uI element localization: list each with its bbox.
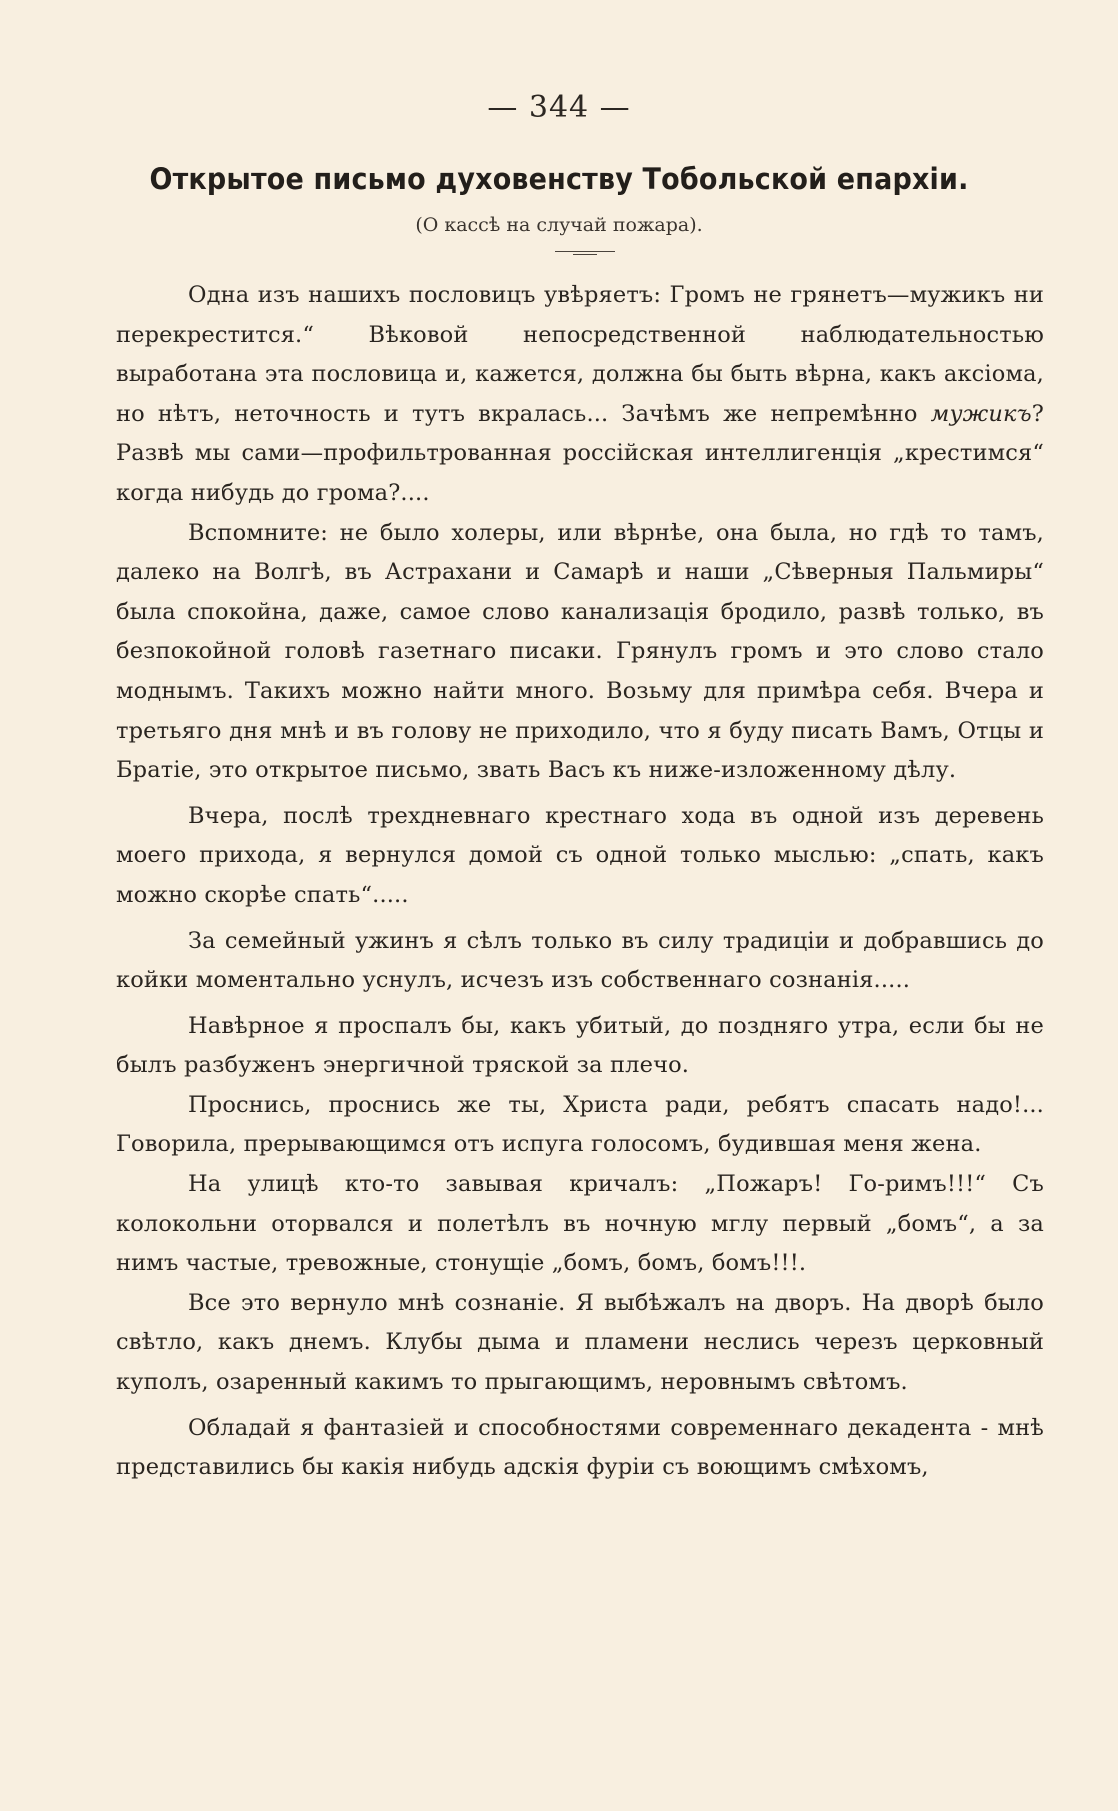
paragraph-2: Вспомните: не было холеры, или вѣрнѣе, она была, но гдѣ то тамъ, далеко на Волгѣ, въ Астрахани и Самарѣ и наши „Сѣверныя Пальмиры“ была спокойна, даже, самое слово канализація бродило, развѣ только, въ безпокойной головѣ газетнаго писаки. Грянулъ громъ и это слово стало моднымъ. Такихъ можно найти много. Возьму для примѣра себя. Вчера и третьяго дня мнѣ и въ голову не приходило, что я буду писать Вамъ, Отцы и Братіе, это открытое письмо, звать Васъ къ ниже-изложенному дѣлу. (116, 519, 1044, 784)
paragraph-3: Вчера, послѣ трехдневнаго крестнаго хода въ одной изъ деревень моего прихода, я вернулся домой съ одной только мыслью: „спать, какъ можно скорѣе спать“..... (116, 802, 1044, 908)
paragraph-1 (116, 276, 1044, 514)
title-divider-ornament (555, 250, 615, 258)
paragraph-5: Навѣрное я проспалъ бы, какъ убитый, до поздняго утра, если бы не былъ разбуженъ энергичной тряской за плечо. (116, 1012, 1044, 1079)
page-number: — 344 — (487, 90, 631, 125)
paragraph-1-text: Одна изъ нашихъ пословицъ увѣряетъ: Громъ не грянетъ—мужикъ ни перекрестится.“ Вѣковой непосредственной наблюдательностью выработана эта пословица и, кажется, должна бы быть вѣрна, какъ аксіома, но нѣтъ, неточность и тутъ вкралась... Зачѣмъ же непремѣнно (116, 282, 1044, 427)
article-body (116, 276, 1044, 1494)
paragraph-6: Проснись, проснись же ты, Христа ради, ребятъ спасать надо!... Говорила, прерывающимся отъ испуга голосомъ, будившая меня жена. (116, 1091, 1044, 1158)
paragraph-9: Обладай я фантазіей и способностями современнаго декадента - мнѣ представились бы какія нибудь адскія фуріи съ воющимъ смѣхомъ, (116, 1414, 1044, 1481)
paragraph-1-emphasis: мужикъ (930, 400, 1032, 427)
paragraph-1-text-end: ? Развѣ мы сами—профильтрованная россійская интеллигенція „крестимся“ когда нибудь до грома?.... (116, 400, 1044, 506)
paragraph-8: Все это вернуло мнѣ сознаніе. Я выбѣжалъ на дворъ. На дворѣ было свѣтло, какъ днемъ. Клубы дыма и пламени неслись черезъ церковный куполъ, озаренный какимъ то прыгающимъ, неровнымъ свѣтомъ. (116, 1289, 1044, 1396)
article-title: Открытое письмо духовенству Тобольской епархіи. (149, 162, 969, 196)
article-subtitle: (О кассѣ на случай пожара). (415, 214, 703, 236)
paragraph-7: На улицѣ кто-то завывая кричалъ: „Пожаръ! Го-римъ!!!“ Съ колокольни оторвался и полетѣлъ въ ночную мглу первый „бомъ“, а за нимъ частые, тревожные, стонущіе „бомъ, бомъ, бомъ!!!. (116, 1171, 1044, 1277)
paragraph-4: За семейный ужинъ я сѣлъ только въ силу традиціи и добравшись до койки моментально уснулъ, исчезъ изъ собственнаго сознанія..... (116, 927, 1044, 994)
